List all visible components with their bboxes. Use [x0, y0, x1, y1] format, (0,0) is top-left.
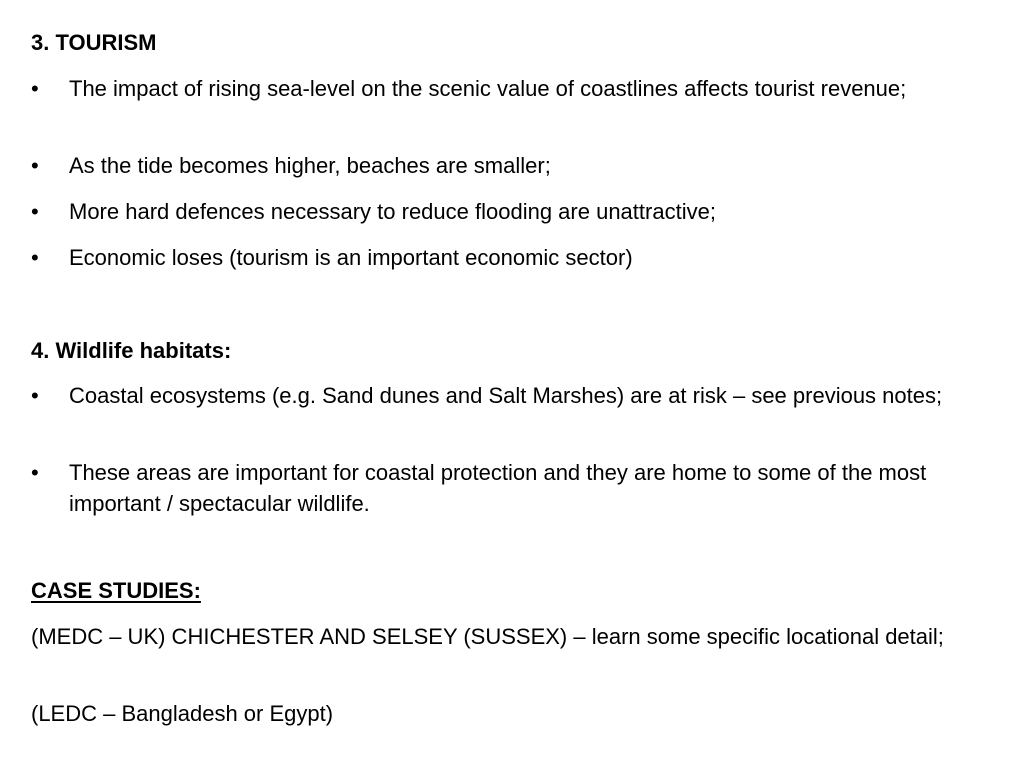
- bullet-text: Economic loses (tourism is an important economic sector): [69, 245, 633, 270]
- tourism-bullet-item: [31, 196, 981, 227]
- bullet-text: As the tide becomes higher, beaches are smaller;: [69, 153, 551, 178]
- bullet-text: The impact of rising sea-level on the scenic value of coastlines affects tourist revenue;: [69, 76, 907, 101]
- tourism-bullet-item: [31, 150, 981, 181]
- bullet-icon: •: [31, 460, 39, 485]
- case-study-line: (MEDC – UK) CHICHESTER AND SELSEY (SUSSEX) – learn some specific locational detail;: [31, 624, 944, 649]
- wildlife-heading: 4. Wildlife habitats:: [31, 338, 232, 363]
- tourism-bullet-item: [31, 73, 981, 104]
- wildlife-bullet-item: [31, 457, 981, 519]
- bullet-icon: •: [31, 199, 39, 224]
- tourism-heading: 3. TOURISM: [31, 30, 157, 55]
- bullet-text: More hard defences necessary to reduce flooding are unattractive;: [69, 199, 716, 224]
- tourism-bullet-item: [31, 242, 981, 273]
- bullet-icon: •: [31, 153, 39, 178]
- bullet-text: Coastal ecosystems (e.g. Sand dunes and Salt Marshes) are at risk – see previous notes;: [69, 383, 943, 408]
- bullet-icon: •: [31, 76, 39, 101]
- case-study-line: (LEDC – Bangladesh or Egypt): [31, 701, 334, 726]
- case-studies-heading: CASE STUDIES:: [31, 578, 201, 603]
- bullet-icon: •: [31, 383, 39, 408]
- bullet-text: These areas are important for coastal protection and they are home to some of the most important / spectacular wildlife.: [69, 460, 927, 516]
- wildlife-bullet-item: [31, 380, 981, 411]
- bullet-icon: •: [31, 245, 39, 270]
